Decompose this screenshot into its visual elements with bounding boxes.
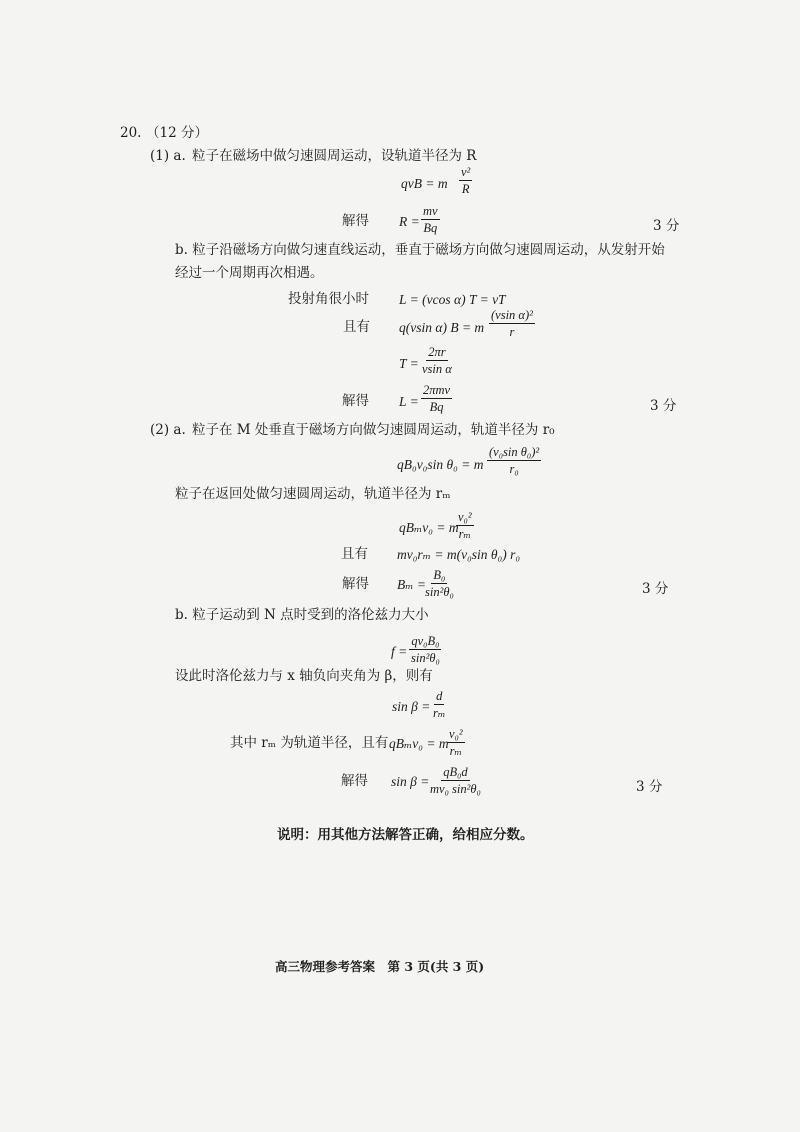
result-sinb-fraction — [428, 765, 483, 797]
problem-points: （12 分） — [146, 125, 208, 141]
eq-period-lhs: T = — [399, 356, 419, 371]
part2b-text2: 设此时洛伦兹力与 x 轴负向夹角为 β，则有 — [175, 668, 433, 684]
result-R-fraction — [421, 204, 440, 236]
eq-lorentz-lhs: qvB = m — [401, 176, 448, 191]
eq-return-den: rₘ — [458, 527, 472, 542]
eq-m2-den: rₘ — [449, 744, 463, 759]
eq-m-fraction — [487, 445, 541, 477]
result-Bm-den: sin²θ₀ — [425, 585, 454, 600]
eq-period-num: 2πr — [426, 345, 447, 361]
score-1b: 3 分 — [650, 398, 677, 414]
small-angle-label: 投射角很小时 — [288, 291, 369, 307]
score-2a: 3 分 — [642, 581, 669, 597]
part2a-text2: 粒子在返回处做匀速圆周运动，轨道半径为 rₘ — [175, 486, 451, 502]
part2b-text: b. 粒子运动到 N 点时受到的洛伦兹力大小 — [175, 607, 429, 623]
eq-lorentz-den: R — [461, 182, 470, 197]
result-R-lhs: R = — [399, 214, 420, 229]
eq-sinb-den: rₘ — [433, 706, 446, 721]
where-text: 其中 rₘ 为轨道半径，且有 — [230, 735, 389, 751]
eq-momentum: mv₀rₘ = m(v₀sin θ₀) r₀ — [397, 547, 521, 562]
result-R-den: Bq — [423, 221, 438, 236]
eq-force-den: r — [509, 325, 515, 340]
eq-lorentz-fraction — [459, 165, 472, 197]
result-L-lhs: L = — [399, 394, 419, 409]
result-L-num: 2πmv — [421, 383, 452, 399]
problem-number: 20. — [120, 125, 142, 141]
eq-m-den: r₀ — [509, 462, 519, 477]
eq-return-lhs: qBₘv₀ = m — [399, 520, 459, 535]
eq-force-fraction — [489, 308, 535, 340]
eq-f-lhs: f = — [391, 644, 408, 659]
eq-sinb-fraction — [431, 689, 448, 721]
eq-m2-fraction — [447, 727, 465, 759]
part2a-label: (2) a. — [150, 422, 186, 438]
eq-force-num: (vsin α)² — [489, 308, 535, 324]
solve-label-2b: 解得 — [341, 773, 368, 789]
eq-f-fraction — [409, 634, 442, 666]
result-Bm-fraction — [423, 568, 456, 600]
result-L-fraction — [421, 383, 452, 415]
result-sinb-den: mv₀ sin²θ₀ — [430, 782, 481, 797]
eq-m2-lhs: qBₘv₀ = m — [389, 736, 449, 751]
eq-lorentz-num: v² — [459, 165, 472, 181]
eq-sinb-num: d — [434, 689, 444, 705]
part1b-line1: b. 粒子沿磁场方向做匀速直线运动，垂直于磁场方向做匀速圆周运动，从发射开始 — [175, 242, 665, 258]
eq-m2-num: v₀² — [447, 727, 465, 743]
and-label-2a: 且有 — [341, 546, 368, 562]
result-Bm-num: B₀ — [431, 568, 447, 584]
result-Bm-lhs: Bₘ = — [397, 577, 427, 592]
result-sinb-lhs: sin β = — [391, 774, 430, 789]
eq-return-fraction — [456, 510, 474, 542]
eq-f-num: qv₀B₀ — [409, 634, 441, 650]
score-2b: 3 分 — [636, 779, 663, 795]
and-label-1b: 且有 — [343, 319, 370, 335]
eq-m-lhs: qB₀v₀sin θ₀ = m — [397, 457, 484, 472]
part1a-text: 粒子在磁场中做匀速圆周运动，设轨道半径为 R — [192, 148, 477, 164]
result-L-den: Bq — [429, 400, 444, 415]
eq-force-lhs: q(vsin α) B = m — [399, 320, 485, 335]
part1b-line2: 经过一个周期再次相遇。 — [175, 265, 324, 281]
eq-f-den: sin²θ₀ — [411, 651, 440, 666]
solve-label-1b: 解得 — [342, 393, 369, 409]
eq-m-num: (v₀sin θ₀)² — [487, 445, 541, 461]
solve-label-1a: 解得 — [342, 213, 369, 229]
part1a-label: (1) a. — [150, 148, 186, 164]
eq-length: L = (vcos α) T = vT — [399, 292, 506, 307]
score-1a: 3 分 — [653, 218, 680, 234]
page-footer: 高三物理参考答案 第 3 页(共 3 页) — [275, 959, 485, 974]
part2a-text: 粒子在 M 处垂直于磁场方向做匀速圆周运动，轨道半径为 r₀ — [192, 422, 555, 438]
grading-note: 说明：用其他方法解答正确，给相应分数。 — [277, 827, 534, 843]
eq-period-den: vsin α — [422, 362, 452, 377]
eq-period-fraction — [420, 345, 454, 377]
solve-label-2a: 解得 — [342, 576, 369, 592]
result-R-num: mv — [421, 204, 440, 220]
eq-return-num: v₀² — [456, 510, 474, 526]
eq-sinb-lhs: sin β = — [392, 699, 431, 714]
result-sinb-num: qB₀d — [441, 765, 469, 781]
